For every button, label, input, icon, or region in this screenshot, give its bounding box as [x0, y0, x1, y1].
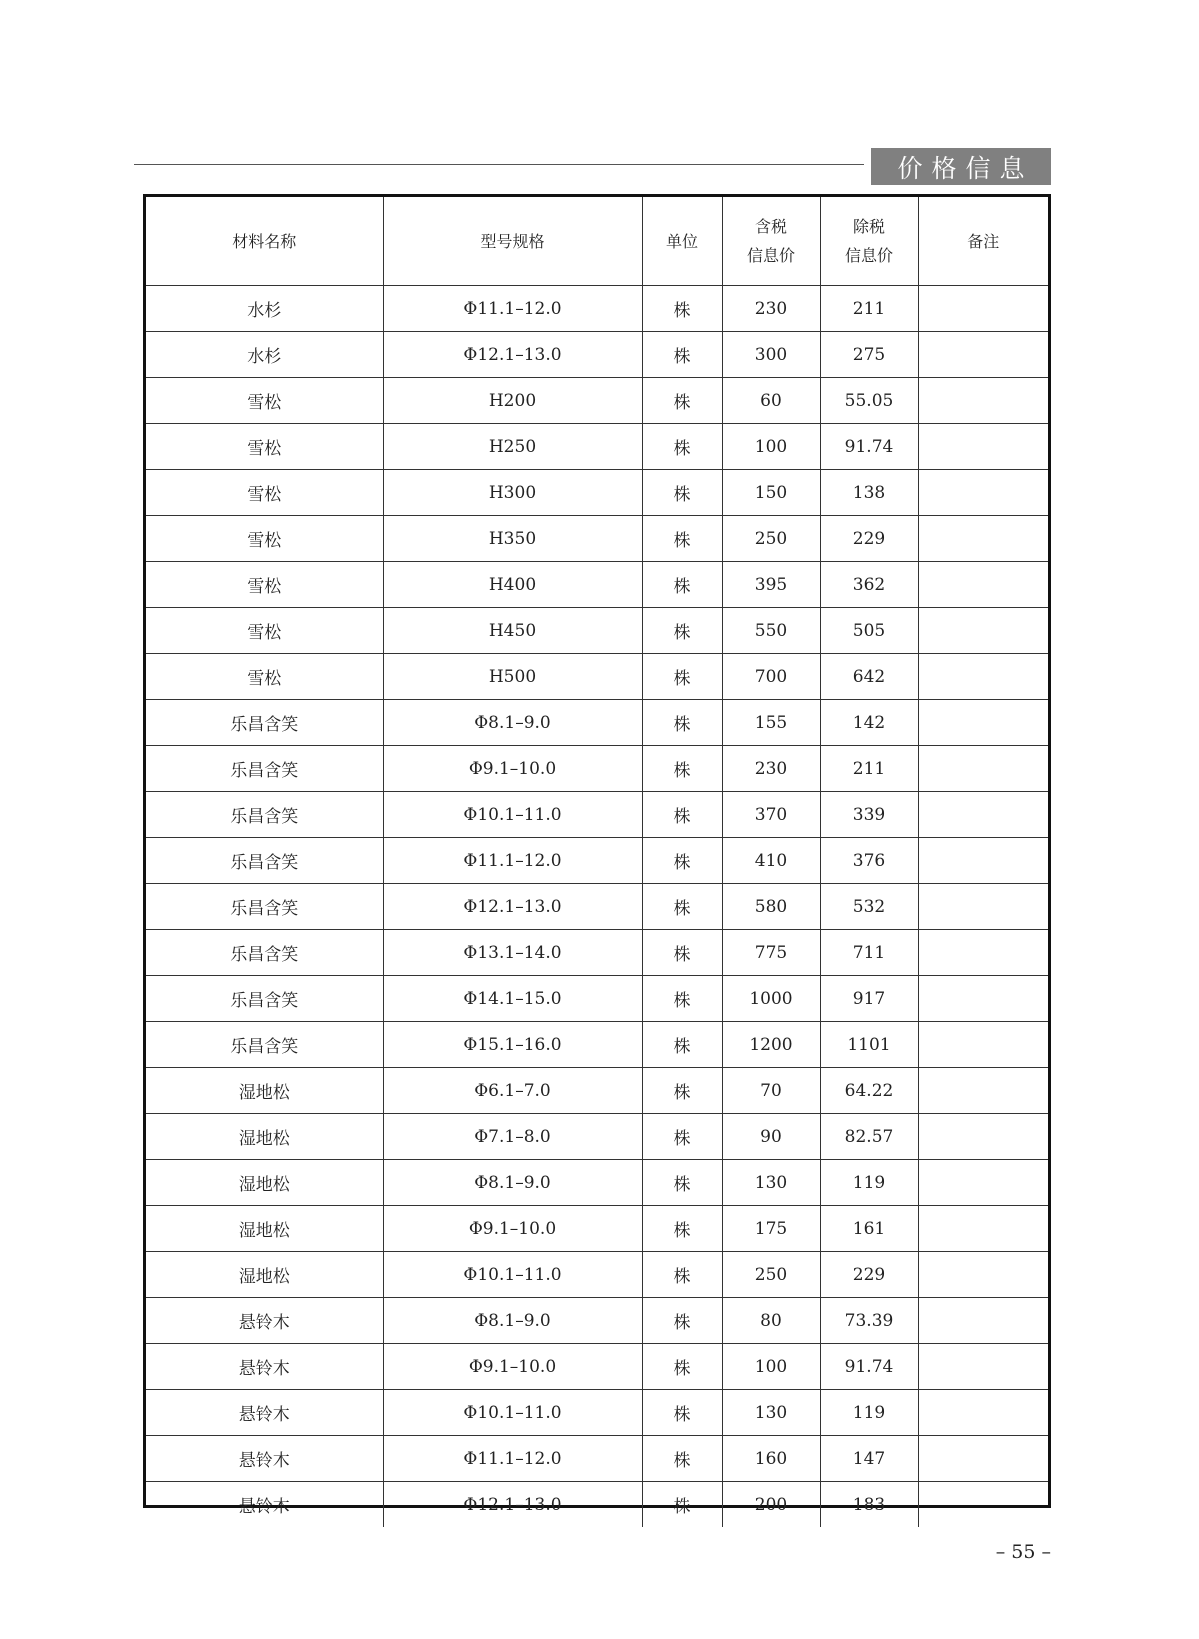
cell-spec: H350	[383, 516, 642, 562]
cell-name: 湿地松	[146, 1206, 383, 1252]
cell-unit: 株	[642, 792, 722, 838]
table-row	[146, 1436, 1048, 1482]
cell-spec: Φ12.1–13.0	[383, 332, 642, 378]
table-row	[146, 1022, 1048, 1068]
cell-spec: Φ9.1–10.0	[383, 746, 642, 792]
col-header-unit: 单位	[642, 197, 722, 286]
cell-spec: Φ7.1–8.0	[383, 1114, 642, 1160]
cell-name: 乐昌含笑	[146, 746, 383, 792]
cell-unit: 株	[642, 700, 722, 746]
cell-price-without-tax: 142	[820, 700, 918, 746]
cell-price-with-tax: 250	[722, 516, 820, 562]
cell-spec: Φ11.1–12.0	[383, 286, 642, 332]
cell-price-without-tax: 376	[820, 838, 918, 884]
cell-unit: 株	[642, 1206, 722, 1252]
cell-spec: Φ11.1–12.0	[383, 838, 642, 884]
cell-spec: Φ12.1–13.0	[383, 1482, 642, 1528]
cell-name: 水杉	[146, 332, 383, 378]
cell-price-without-tax: 505	[820, 608, 918, 654]
cell-price-with-tax: 410	[722, 838, 820, 884]
cell-unit: 株	[642, 930, 722, 976]
cell-name: 悬铃木	[146, 1344, 383, 1390]
cell-remark	[918, 654, 1048, 700]
cell-name: 雪松	[146, 654, 383, 700]
cell-spec: Φ13.1–14.0	[383, 930, 642, 976]
cell-remark	[918, 286, 1048, 332]
cell-unit: 株	[642, 976, 722, 1022]
col-header-price-without-tax	[820, 197, 918, 286]
table-row	[146, 1298, 1048, 1344]
cell-unit: 株	[642, 654, 722, 700]
cell-price-with-tax: 1200	[722, 1022, 820, 1068]
cell-price-with-tax: 130	[722, 1390, 820, 1436]
cell-price-without-tax: 119	[820, 1160, 918, 1206]
cell-unit: 株	[642, 424, 722, 470]
table-row	[146, 1252, 1048, 1298]
col-header-remark: 备注	[918, 197, 1048, 286]
table-row	[146, 792, 1048, 838]
table-row	[146, 1114, 1048, 1160]
table-row	[146, 286, 1048, 332]
table-row	[146, 608, 1048, 654]
cell-price-with-tax: 80	[722, 1298, 820, 1344]
cell-remark	[918, 1068, 1048, 1114]
cell-spec: Φ8.1–9.0	[383, 1298, 642, 1344]
cell-unit: 株	[642, 838, 722, 884]
cell-price-with-tax: 775	[722, 930, 820, 976]
cell-name: 水杉	[146, 286, 383, 332]
table-row	[146, 654, 1048, 700]
cell-price-with-tax: 200	[722, 1482, 820, 1528]
cell-price-with-tax: 175	[722, 1206, 820, 1252]
cell-price-with-tax: 160	[722, 1436, 820, 1482]
cell-price-without-tax: 211	[820, 286, 918, 332]
cell-price-without-tax: 532	[820, 884, 918, 930]
cell-remark	[918, 884, 1048, 930]
cell-price-without-tax: 64.22	[820, 1068, 918, 1114]
cell-remark	[918, 516, 1048, 562]
cell-unit: 株	[642, 332, 722, 378]
cell-price-without-tax: 211	[820, 746, 918, 792]
cell-unit: 株	[642, 1344, 722, 1390]
col-header-spec: 型号规格	[383, 197, 642, 286]
cell-spec: Φ6.1–7.0	[383, 1068, 642, 1114]
cell-remark	[918, 746, 1048, 792]
cell-remark	[918, 1160, 1048, 1206]
cell-remark	[918, 1114, 1048, 1160]
cell-name: 湿地松	[146, 1114, 383, 1160]
cell-unit: 株	[642, 1252, 722, 1298]
cell-name: 乐昌含笑	[146, 1022, 383, 1068]
cell-price-with-tax: 550	[722, 608, 820, 654]
cell-spec: Φ8.1–9.0	[383, 700, 642, 746]
table-row	[146, 470, 1048, 516]
cell-remark	[918, 608, 1048, 654]
cell-unit: 株	[642, 1022, 722, 1068]
cell-remark	[918, 332, 1048, 378]
col-header-name: 材料名称	[146, 197, 383, 286]
cell-price-with-tax: 250	[722, 1252, 820, 1298]
table-row	[146, 562, 1048, 608]
cell-price-with-tax: 395	[722, 562, 820, 608]
cell-unit: 株	[642, 378, 722, 424]
cell-price-without-tax: 138	[820, 470, 918, 516]
cell-price-without-tax: 73.39	[820, 1298, 918, 1344]
cell-price-without-tax: 275	[820, 332, 918, 378]
col-header-price-without-tax-line1: 除税	[852, 217, 885, 236]
cell-name: 湿地松	[146, 1068, 383, 1114]
table-row	[146, 332, 1048, 378]
cell-remark	[918, 470, 1048, 516]
cell-unit: 株	[642, 1160, 722, 1206]
cell-price-without-tax: 183	[820, 1482, 918, 1528]
table-row	[146, 424, 1048, 470]
cell-price-without-tax: 119	[820, 1390, 918, 1436]
cell-remark	[918, 838, 1048, 884]
cell-price-with-tax: 155	[722, 700, 820, 746]
cell-spec: H200	[383, 378, 642, 424]
cell-price-with-tax: 700	[722, 654, 820, 700]
cell-remark	[918, 930, 1048, 976]
cell-unit: 株	[642, 1390, 722, 1436]
cell-name: 雪松	[146, 424, 383, 470]
cell-remark	[918, 1252, 1048, 1298]
table-row	[146, 700, 1048, 746]
price-table-frame	[143, 194, 1051, 1517]
cell-unit: 株	[642, 516, 722, 562]
table-row	[146, 838, 1048, 884]
cell-price-with-tax: 300	[722, 332, 820, 378]
cell-name: 雪松	[146, 608, 383, 654]
cell-remark	[918, 378, 1048, 424]
cell-remark	[918, 1022, 1048, 1068]
cell-price-with-tax: 150	[722, 470, 820, 516]
col-header-price-with-tax-line2: 信息价	[746, 246, 795, 265]
cell-name: 乐昌含笑	[146, 884, 383, 930]
table-row	[146, 746, 1048, 792]
header-rule	[134, 164, 864, 165]
cell-price-without-tax: 1101	[820, 1022, 918, 1068]
table-body	[146, 286, 1048, 1528]
col-header-price-with-tax	[722, 197, 820, 286]
cell-remark	[918, 700, 1048, 746]
cell-spec: Φ10.1–11.0	[383, 792, 642, 838]
cell-name: 悬铃木	[146, 1298, 383, 1344]
cell-price-with-tax: 1000	[722, 976, 820, 1022]
cell-unit: 株	[642, 1298, 722, 1344]
cell-price-without-tax: 229	[820, 1252, 918, 1298]
table-row	[146, 1206, 1048, 1252]
cell-remark	[918, 1390, 1048, 1436]
cell-price-with-tax: 90	[722, 1114, 820, 1160]
cell-spec: Φ9.1–10.0	[383, 1344, 642, 1390]
cell-name: 雪松	[146, 516, 383, 562]
cell-spec: Φ10.1–11.0	[383, 1252, 642, 1298]
cell-remark	[918, 1344, 1048, 1390]
cell-unit: 株	[642, 1436, 722, 1482]
cell-name: 湿地松	[146, 1160, 383, 1206]
cell-unit: 株	[642, 608, 722, 654]
cell-unit: 株	[642, 1482, 722, 1528]
cell-remark	[918, 1482, 1048, 1528]
cell-price-without-tax: 642	[820, 654, 918, 700]
cell-name: 乐昌含笑	[146, 700, 383, 746]
cell-price-without-tax: 161	[820, 1206, 918, 1252]
cell-unit: 株	[642, 470, 722, 516]
cell-name: 乐昌含笑	[146, 792, 383, 838]
cell-name: 悬铃木	[146, 1436, 383, 1482]
cell-price-without-tax: 711	[820, 930, 918, 976]
cell-price-with-tax: 70	[722, 1068, 820, 1114]
cell-unit: 株	[642, 884, 722, 930]
cell-name: 悬铃木	[146, 1390, 383, 1436]
page-number: – 55 –	[995, 1541, 1051, 1563]
cell-spec: Φ8.1–9.0	[383, 1160, 642, 1206]
cell-spec: Φ11.1–12.0	[383, 1436, 642, 1482]
cell-price-without-tax: 339	[820, 792, 918, 838]
cell-remark	[918, 792, 1048, 838]
cell-spec: H500	[383, 654, 642, 700]
table-row	[146, 1390, 1048, 1436]
cell-price-without-tax: 917	[820, 976, 918, 1022]
cell-unit: 株	[642, 1068, 722, 1114]
cell-price-with-tax: 130	[722, 1160, 820, 1206]
cell-spec: Φ15.1–16.0	[383, 1022, 642, 1068]
table-row	[146, 976, 1048, 1022]
cell-spec: Φ10.1–11.0	[383, 1390, 642, 1436]
cell-remark	[918, 976, 1048, 1022]
cell-price-with-tax: 100	[722, 1344, 820, 1390]
cell-name: 悬铃木	[146, 1482, 383, 1528]
cell-spec: H400	[383, 562, 642, 608]
col-header-price-without-tax-line2: 信息价	[844, 246, 893, 265]
cell-price-without-tax: 91.74	[820, 424, 918, 470]
cell-spec: Φ9.1–10.0	[383, 1206, 642, 1252]
cell-name: 湿地松	[146, 1252, 383, 1298]
cell-name: 雪松	[146, 378, 383, 424]
cell-price-with-tax: 60	[722, 378, 820, 424]
price-table	[146, 197, 1048, 1527]
cell-price-with-tax: 580	[722, 884, 820, 930]
table-row	[146, 1068, 1048, 1114]
table-row	[146, 884, 1048, 930]
cell-name: 乐昌含笑	[146, 976, 383, 1022]
cell-remark	[918, 424, 1048, 470]
cell-spec: H300	[383, 470, 642, 516]
cell-unit: 株	[642, 562, 722, 608]
cell-remark	[918, 1206, 1048, 1252]
cell-price-without-tax: 55.05	[820, 378, 918, 424]
table-row	[146, 1344, 1048, 1390]
cell-name: 乐昌含笑	[146, 930, 383, 976]
table-header-row	[146, 197, 1048, 286]
cell-price-without-tax: 229	[820, 516, 918, 562]
table-row	[146, 516, 1048, 562]
cell-unit: 株	[642, 746, 722, 792]
table-row	[146, 930, 1048, 976]
cell-price-without-tax: 91.74	[820, 1344, 918, 1390]
cell-name: 雪松	[146, 562, 383, 608]
cell-price-with-tax: 230	[722, 746, 820, 792]
cell-spec: H250	[383, 424, 642, 470]
cell-unit: 株	[642, 286, 722, 332]
cell-spec: H450	[383, 608, 642, 654]
cell-name: 乐昌含笑	[146, 838, 383, 884]
cell-price-with-tax: 370	[722, 792, 820, 838]
cell-price-without-tax: 82.57	[820, 1114, 918, 1160]
cell-price-with-tax: 230	[722, 286, 820, 332]
table-row	[146, 1482, 1048, 1528]
cell-remark	[918, 562, 1048, 608]
cell-unit: 株	[642, 1114, 722, 1160]
cell-remark	[918, 1436, 1048, 1482]
cell-name: 雪松	[146, 470, 383, 516]
cell-price-without-tax: 147	[820, 1436, 918, 1482]
cell-price-with-tax: 100	[722, 424, 820, 470]
cell-price-without-tax: 362	[820, 562, 918, 608]
col-header-price-with-tax-line1: 含税	[754, 217, 787, 236]
cell-remark	[918, 1298, 1048, 1344]
cell-spec: Φ14.1–15.0	[383, 976, 642, 1022]
table-row	[146, 378, 1048, 424]
table-row	[146, 1160, 1048, 1206]
section-title-badge: 价格信息	[871, 148, 1051, 185]
cell-spec: Φ12.1–13.0	[383, 884, 642, 930]
